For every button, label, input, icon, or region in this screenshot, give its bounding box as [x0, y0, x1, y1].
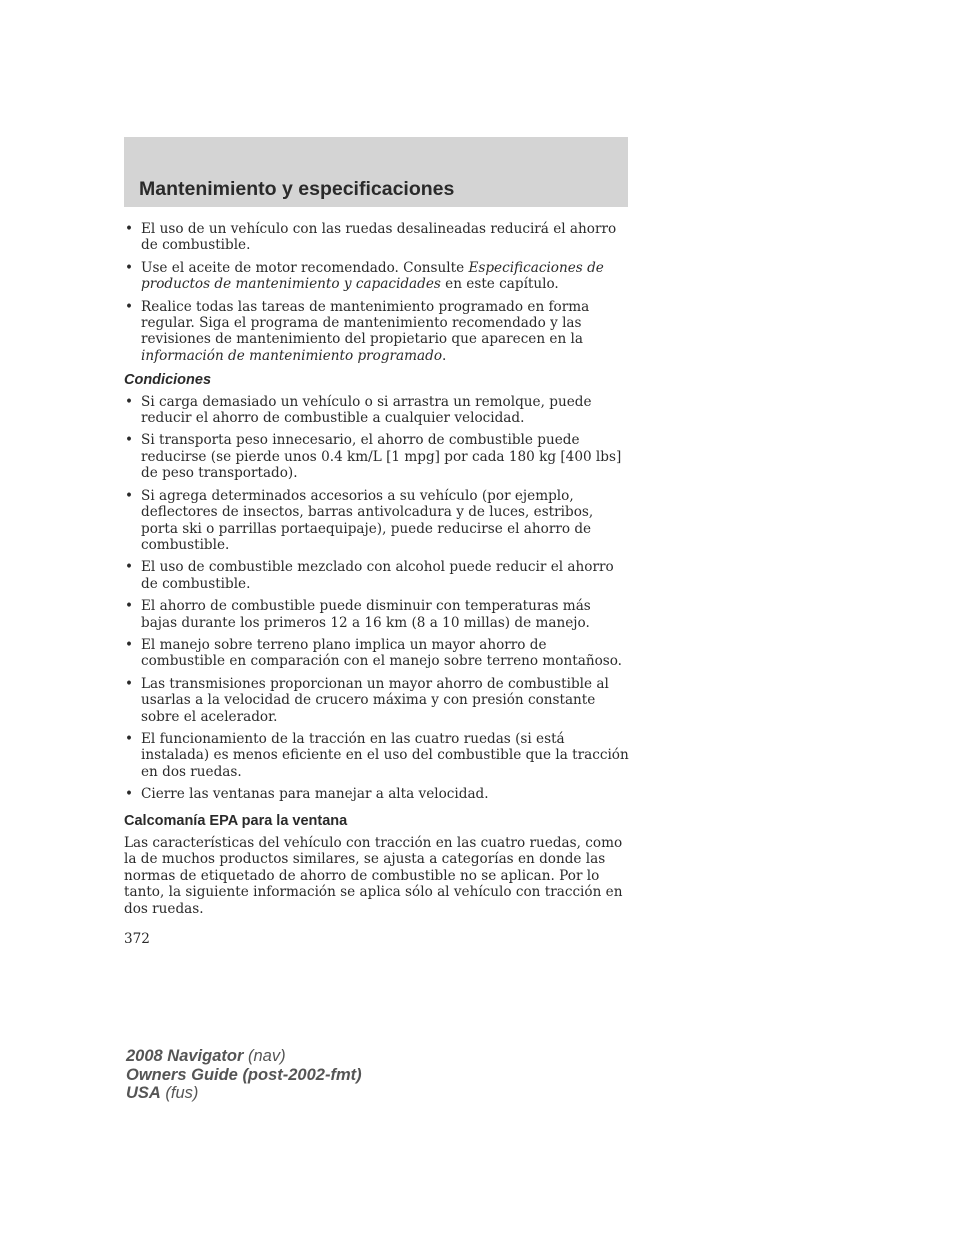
epa-heading: Calcomanía EPA para la ventana: [124, 812, 348, 829]
list-item: • Si agrega determinados accesorios a su vehículo (por ejemplo, deflectores de insectos, barras antivolcadura y de luces, estribos, porta ski o parrillas portaequipaje), puede reducirse el ahorro de combustible.: [124, 488, 630, 554]
list-text: El uso de un vehículo con las ruedas desalineadas reducirá el ahorro de combustible.: [141, 221, 617, 254]
list-item: • Las transmisiones proporcionan un mayor ahorro de combustible al usarlas a la velocidad de crucero máxima y con presión constante sobre el acelerador.: [124, 676, 630, 725]
list-item: • El ahorro de combustible puede disminuir con temperaturas más bajas durante los primeros 12 a 16 km (8 a 10 millas) de manejo.: [124, 598, 630, 631]
list-item: [124, 299, 630, 365]
list-text: en este capítulo.: [440, 276, 559, 293]
list-text: Realice todas las tareas de mantenimiento programado en forma regular. Siga el programa de mantenimiento recomendado y las revisiones de mantenimiento del propietario que aparecen en la: [141, 298, 590, 348]
footer-market: USA: [126, 1084, 161, 1102]
footer-line-guide: [126, 1066, 362, 1085]
list-item: • Cierre las ventanas para manejar a alta velocidad.: [124, 786, 630, 802]
list-text: Use el aceite de motor recomendado. Consulte: [141, 259, 469, 276]
fuel-tips-list: [124, 221, 630, 364]
epa-paragraph: Las características del vehículo con tracción en las cuatro ruedas, como la de muchos productos similares, se ajusta a categorías en donde las normas de etiquetado de ahorro de combustible no se aplican. Por lo tanto, la siguiente información se aplica sólo al vehículo con tracción en dos ruedas.: [124, 835, 623, 917]
italic-reference: información de mantenimiento programado: [141, 347, 443, 364]
list-item: • El uso de combustible mezclado con alcohol puede reducir el ahorro de combustible.: [124, 559, 630, 592]
conditions-list: [124, 394, 630, 803]
list-item: [124, 221, 630, 254]
section-header-band: [124, 137, 628, 207]
footer-line-model: [126, 1047, 362, 1066]
document-footer: [126, 1047, 362, 1103]
footer-model-code: (nav): [243, 1047, 286, 1065]
footer-line-market: [126, 1084, 362, 1103]
italic-reference: Especificaciones de productos de mantenimiento y capacidades: [141, 259, 604, 293]
footer-guide: Owners Guide (post-2002-fmt): [126, 1065, 362, 1084]
footer-model: 2008 Navigator: [126, 1047, 244, 1065]
footer-market-code: (fus): [160, 1084, 199, 1102]
page-content: [124, 221, 630, 947]
page-number: 372: [124, 931, 150, 948]
list-item: [124, 260, 630, 293]
list-item: • Si transporta peso innecesario, el ahorro de combustible puede reducirse (se pierde unos 0.4 km/L [1 mpg] por cada 180 kg [400 lbs] de peso transportado).: [124, 432, 630, 481]
section-title: Mantenimiento y especificaciones: [139, 178, 455, 200]
list-item: • El manejo sobre terreno plano implica un mayor ahorro de combustible en comparación con el manejo sobre terreno montañoso.: [124, 637, 630, 670]
list-item: • El funcionamiento de la tracción en las cuatro ruedas (si está instalada) es menos eficiente en el uso del combustible que la tracción en dos ruedas.: [124, 731, 630, 780]
list-item: • Si carga demasiado un vehículo o si arrastra un remolque, puede reducir el ahorro de combustible a cualquier velocidad.: [124, 394, 630, 427]
list-text: .: [442, 347, 447, 364]
conditions-heading: Condiciones: [124, 372, 212, 389]
